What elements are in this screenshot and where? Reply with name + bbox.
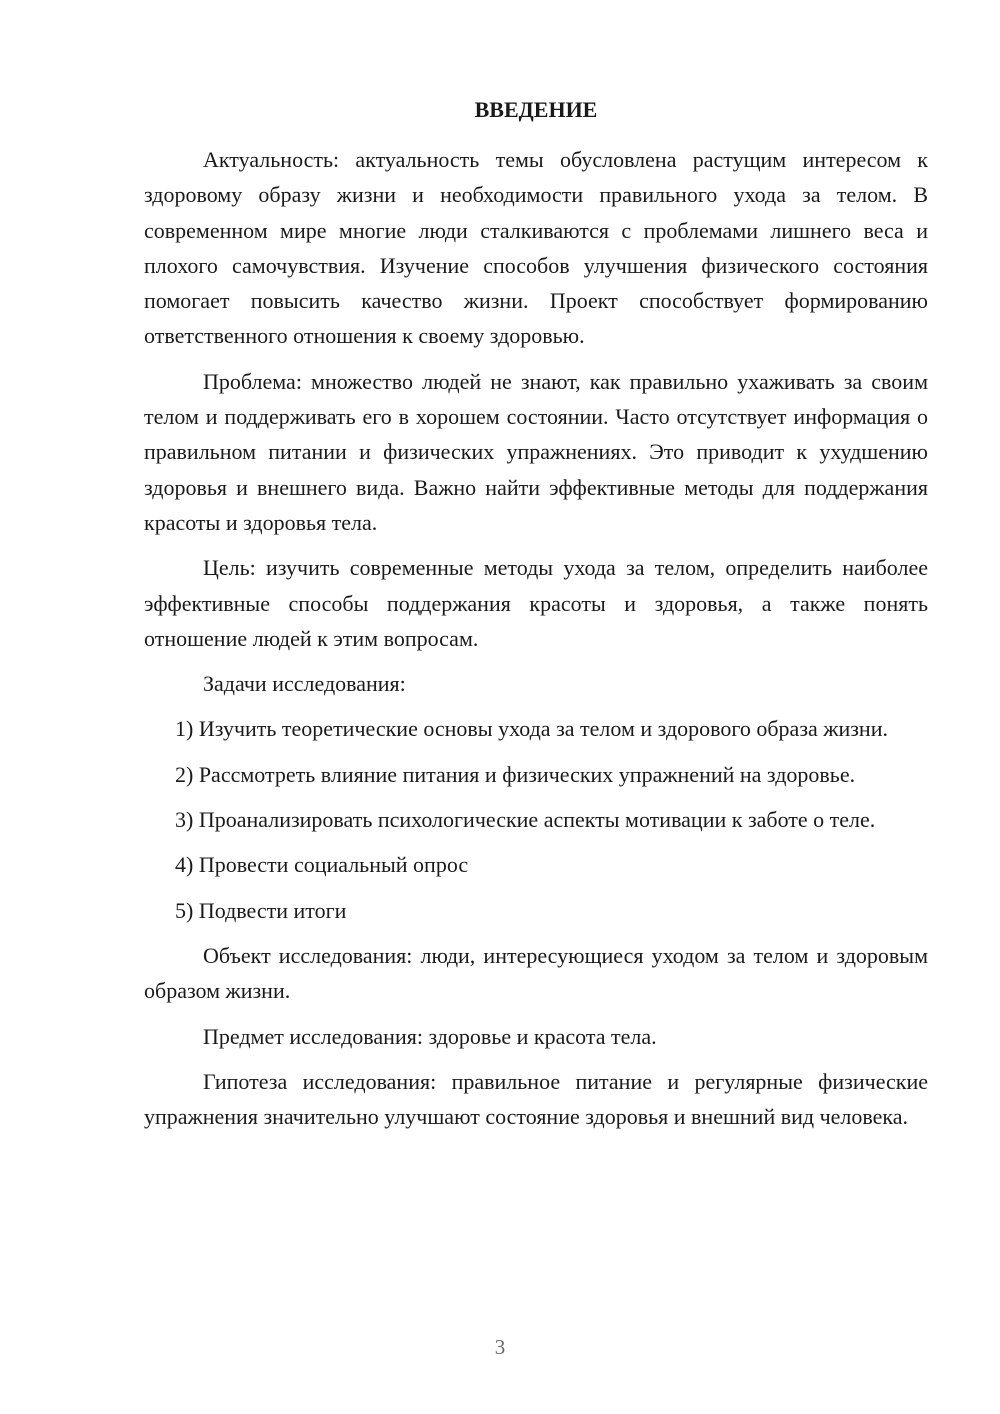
page-number: 3 (494, 1335, 506, 1359)
hypothesis-paragraph: Гипотеза исследования: правильное питание и регулярные физические упражнения значительно улучшают состояние здоровья и внешний вид человека. (144, 1068, 928, 1130)
task-item-5: 5) Подвести итоги (175, 897, 347, 923)
subject-paragraph: Предмет исследования: здоровье и красота тела. (203, 1023, 657, 1049)
task-item-3: 3) Проанализировать психологические аспекты мотивации к заботе о теле. (175, 807, 876, 833)
tasks-heading: Задачи исследования: (203, 671, 406, 697)
task-item-2: 2) Рассмотреть влияние питания и физических упражнений на здоровье. (175, 761, 856, 787)
object-paragraph: Объект исследования: люди, интересующиеся уходом за телом и здоровым образом жизни. (144, 942, 928, 1004)
problem-paragraph: Проблема: множество людей не знают, как правильно ухаживать за своим телом и поддерживать его в хорошем состоянии. Часто отсутствует информация о правильном питании и физических упражнениях. Это приводит к ухудшению здоровья и внешнего вида. Важно найти эффективные методы для поддержания красоты и здоровья тела. (144, 368, 928, 535)
relevance-paragraph: Актуальность: актуальность темы обусловлена растущим интересом к здоровому образу жизни и необходимости правильного ухода за телом. В современном мире многие люди сталкиваются с проблемами лишнего веса и плохого самочувствия. Изучение способов улучшения физического состояния помогает повысить качество жизни. Проект способствует формированию ответственного отношения к своему здоровью. (144, 147, 928, 349)
task-item-4: 4) Провести социальный опрос (175, 852, 469, 878)
task-item-1: 1) Изучить теоретические основы ухода за телом и здорового образа жизни. (175, 716, 888, 742)
section-title: ВВЕДЕНИЕ (474, 97, 598, 122)
document-body (144, 142, 928, 1144)
goal-paragraph: Цель: изучить современные методы ухода за телом, определить наиболее эффективные способы поддержания красоты и здоровья, а также понять отношение людей к этим вопросам. (144, 555, 928, 651)
